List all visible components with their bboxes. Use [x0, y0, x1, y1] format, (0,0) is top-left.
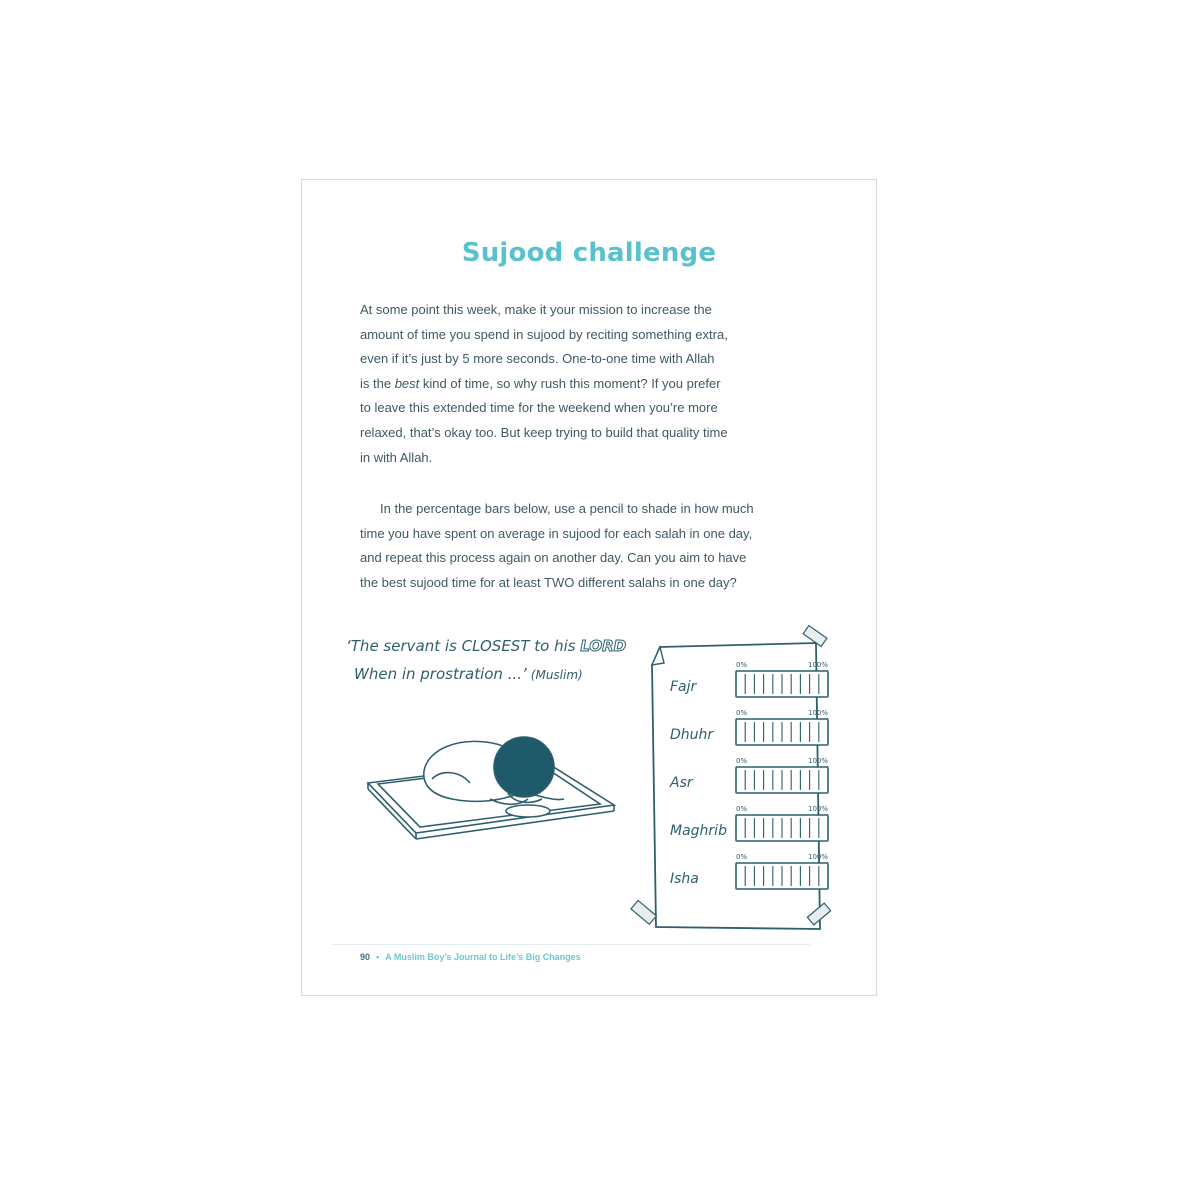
min-percent-label: 0%: [736, 757, 748, 765]
text-line: In the percentage bars below, use a pencil to shade in how much: [380, 501, 754, 516]
emphasis-word: best: [394, 375, 420, 391]
footer-separator: •: [376, 952, 380, 962]
max-percent-label: 100%: [808, 853, 829, 861]
text-line: [360, 372, 820, 397]
text-line: in with Allah.: [360, 449, 433, 465]
max-percent-label: 100%: [808, 661, 829, 669]
max-percent-label: 100%: [808, 757, 829, 765]
text-line: even if it’s just by 5 more seconds. One-to-one time with Allah: [360, 351, 715, 367]
intro-paragraph: [360, 298, 820, 470]
text-run: is the: [360, 375, 395, 391]
min-percent-label: 0%: [736, 805, 748, 813]
min-percent-label: 0%: [736, 661, 748, 669]
max-percent-label: 100%: [808, 805, 829, 813]
max-percent-label: 100%: [808, 709, 829, 717]
salah-label: Fajr: [670, 679, 697, 695]
page-number: 90: [360, 952, 371, 962]
illustration-area: [332, 623, 842, 949]
book-page: [301, 179, 877, 996]
text-line: and repeat this process again on another day. Can you aim to have: [360, 550, 747, 566]
tape-bottom-left: [631, 900, 656, 924]
text-run: kind of time, so why rush this moment? If you prefer: [419, 375, 721, 391]
instructions-paragraph: [360, 497, 820, 595]
min-percent-label: 0%: [736, 853, 748, 861]
salah-label: Isha: [670, 871, 699, 887]
page-footer: [360, 952, 581, 962]
quote-line-2: [354, 665, 583, 683]
quote-text: ‘The servant is CLOSEST to his: [346, 637, 581, 655]
quote-source: (Muslim): [530, 668, 583, 682]
min-percent-label: 0%: [736, 709, 748, 717]
text-line: time you have spent on average in sujood for each salah in one day,: [360, 525, 753, 541]
percentage-bar-sheet: [631, 626, 831, 929]
text-line: the best sujood time for at least TWO different salahs in one day?: [360, 574, 737, 590]
salah-label: Maghrib: [670, 823, 727, 839]
footer-rule: [332, 944, 810, 945]
quote-line-1: [346, 637, 626, 655]
page-title: Sujood challenge: [461, 238, 717, 268]
text-line: relaxed, that’s okay too. But keep trying to build that quality time: [360, 424, 728, 440]
illustration-svg: [332, 623, 842, 949]
salah-label: Dhuhr: [670, 727, 714, 743]
quote-emphasis: LORD: [580, 637, 627, 655]
salah-label: Asr: [670, 775, 693, 791]
text-line: to leave this extended time for the weekend when you’re more: [360, 400, 718, 416]
text-line: At some point this week, make it your mission to increase the: [360, 302, 712, 317]
book-title: A Muslim Boy’s Journal to Life’s Big Changes: [385, 952, 581, 962]
quote-text: When in prostration ...’: [354, 665, 527, 683]
text-line: amount of time you spend in sujood by reciting something extra,: [360, 326, 728, 342]
